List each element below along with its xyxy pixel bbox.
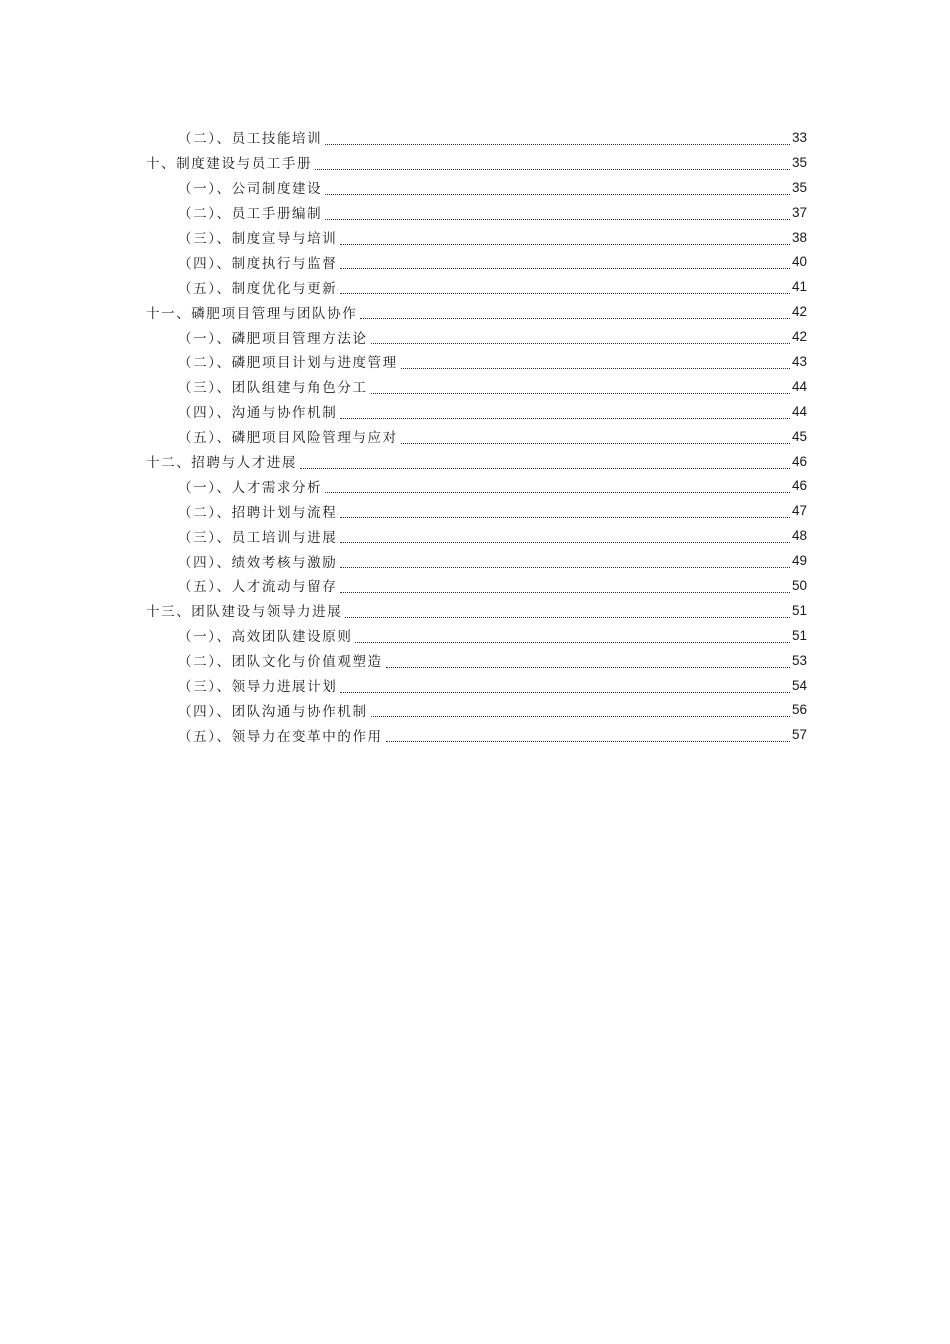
toc-entry-title: （二）、团队文化与价值观塑造 <box>178 654 383 671</box>
toc-chapter-entry[interactable] <box>0 449 950 474</box>
toc-dot-leader <box>325 184 790 195</box>
toc-dot-leader <box>325 134 790 145</box>
toc-page-number: 42 <box>791 304 807 320</box>
toc-section-entry[interactable] <box>0 200 950 225</box>
toc-entry-title: （一）、人才需求分析 <box>178 479 323 496</box>
toc-entry-title: （五）、人才流动与留存 <box>178 579 338 596</box>
toc-entry-title: （二）、员工技能培训 <box>178 131 323 148</box>
toc-entry-title: （一）、高效团队建设原则 <box>178 629 353 646</box>
toc-page-number: 44 <box>791 403 807 419</box>
toc-section-entry[interactable] <box>0 722 950 747</box>
toc-dot-leader <box>300 458 790 469</box>
toc-page-number: 46 <box>791 478 807 494</box>
toc-dot-leader <box>371 383 790 394</box>
toc-entry-title: （一）、公司制度建设 <box>178 181 323 198</box>
toc-dot-leader <box>355 632 790 643</box>
toc-section-entry[interactable] <box>0 623 950 648</box>
toc-dot-leader <box>401 433 790 444</box>
toc-entry-title: （四）、团队沟通与协作机制 <box>178 703 368 720</box>
toc-page-number: 40 <box>791 254 807 270</box>
toc-page-number: 45 <box>791 428 807 444</box>
toc-entry-title: （二）、磷肥项目计划与进度管理 <box>178 355 398 372</box>
toc-entry-title: （三）、制度宣导与培训 <box>178 231 338 247</box>
toc-page-number: 47 <box>791 503 807 519</box>
toc-dot-leader <box>340 507 790 518</box>
toc-section-entry[interactable] <box>0 498 950 523</box>
toc-entry-title: （二）、员工手册编制 <box>178 206 323 223</box>
toc-chapter-entry[interactable] <box>0 150 950 175</box>
toc-section-entry[interactable] <box>0 249 950 274</box>
toc-dot-leader <box>401 358 790 369</box>
toc-section-entry[interactable] <box>0 573 950 598</box>
toc-section-entry[interactable] <box>0 225 950 250</box>
toc-section-entry[interactable] <box>0 648 950 673</box>
toc-section-entry[interactable] <box>0 473 950 498</box>
toc-dot-leader <box>371 706 790 717</box>
toc-dot-leader <box>325 482 790 493</box>
toc-entry-title: 十三、团队建设与领导力进展 <box>146 604 343 621</box>
toc-entry-title: 十一、磷肥项目管理与团队协作 <box>146 305 358 322</box>
toc-dot-leader <box>386 657 790 668</box>
toc-dot-leader <box>315 159 790 170</box>
toc-page-number: 46 <box>791 453 807 469</box>
toc-page-number: 51 <box>791 602 807 618</box>
toc-dot-leader <box>340 283 790 294</box>
toc-dot-leader <box>340 682 790 693</box>
toc-section-entry[interactable] <box>0 125 950 150</box>
toc-entry-title: （三）、员工培训与进展 <box>178 529 338 546</box>
toc-dot-leader <box>371 333 790 344</box>
toc-section-entry[interactable] <box>0 424 950 449</box>
toc-entry-title: （四）、沟通与协作机制 <box>178 405 338 422</box>
toc-page-number: 35 <box>791 154 807 170</box>
toc-dot-leader <box>386 731 790 742</box>
toc-dot-leader <box>340 234 790 245</box>
toc-dot-leader <box>340 408 790 419</box>
toc-entry-title: （二）、招聘计划与流程 <box>178 504 338 521</box>
toc-section-entry[interactable] <box>0 523 950 548</box>
toc-dot-leader <box>340 557 790 568</box>
toc-page-number: 41 <box>791 279 807 295</box>
toc-entry-title: （一）、磷肥项目管理方法论 <box>178 330 368 347</box>
toc-section-entry[interactable] <box>0 324 950 349</box>
toc-page-number: 56 <box>791 702 807 718</box>
toc-dot-leader <box>340 582 790 593</box>
toc-entry-title: （四）、制度执行与监督 <box>178 255 338 272</box>
toc-entry-title: 十、制度建设与员工手册 <box>146 156 313 173</box>
toc-entry-title: （三）、领导力进展计划 <box>178 679 338 696</box>
toc-page-number: 35 <box>791 179 807 195</box>
toc-page-number: 44 <box>791 378 807 394</box>
toc-page-number: 49 <box>791 553 807 569</box>
toc-section-entry[interactable] <box>0 374 950 399</box>
toc-page-number: 57 <box>791 727 807 743</box>
toc-section-entry[interactable] <box>0 175 950 200</box>
toc-chapter-entry[interactable] <box>0 299 950 324</box>
toc-dot-leader <box>325 209 790 220</box>
toc-entry-title: （三）、团队组建与角色分工 <box>178 380 368 397</box>
toc-section-entry[interactable] <box>0 697 950 722</box>
toc-page-number: 37 <box>791 204 807 220</box>
toc-section-entry[interactable] <box>0 349 950 374</box>
toc-entry-title: （五）、磷肥项目风险管理与应对 <box>178 430 398 447</box>
toc-section-entry[interactable] <box>0 673 950 698</box>
toc-page-number: 38 <box>791 229 807 245</box>
toc-entry-title: （五）、制度优化与更新 <box>178 280 338 297</box>
toc-page-number: 43 <box>791 353 807 369</box>
toc-entry-title: （四）、绩效考核与激励 <box>178 554 338 571</box>
toc-dot-leader <box>360 308 790 319</box>
toc-entry-title: （五）、领导力在变革中的作用 <box>178 728 383 745</box>
toc-dot-leader <box>340 532 790 543</box>
toc-entry-title: 十二、招聘与人才进展 <box>146 455 297 472</box>
toc-chapter-entry[interactable] <box>0 598 950 623</box>
toc-page-number: 54 <box>791 677 807 693</box>
toc-page-number: 33 <box>791 129 807 145</box>
toc-page-number: 50 <box>791 577 807 593</box>
toc-dot-leader <box>345 607 790 618</box>
toc-dot-leader <box>340 258 790 269</box>
toc-page-number: 42 <box>791 329 807 345</box>
toc-page-number: 51 <box>791 627 807 643</box>
toc-page-number: 48 <box>791 528 807 544</box>
toc-section-entry[interactable] <box>0 399 950 424</box>
toc-section-entry[interactable] <box>0 274 950 299</box>
toc-page-number: 53 <box>791 652 807 668</box>
toc-section-entry[interactable] <box>0 548 950 573</box>
table-of-contents <box>0 125 950 747</box>
